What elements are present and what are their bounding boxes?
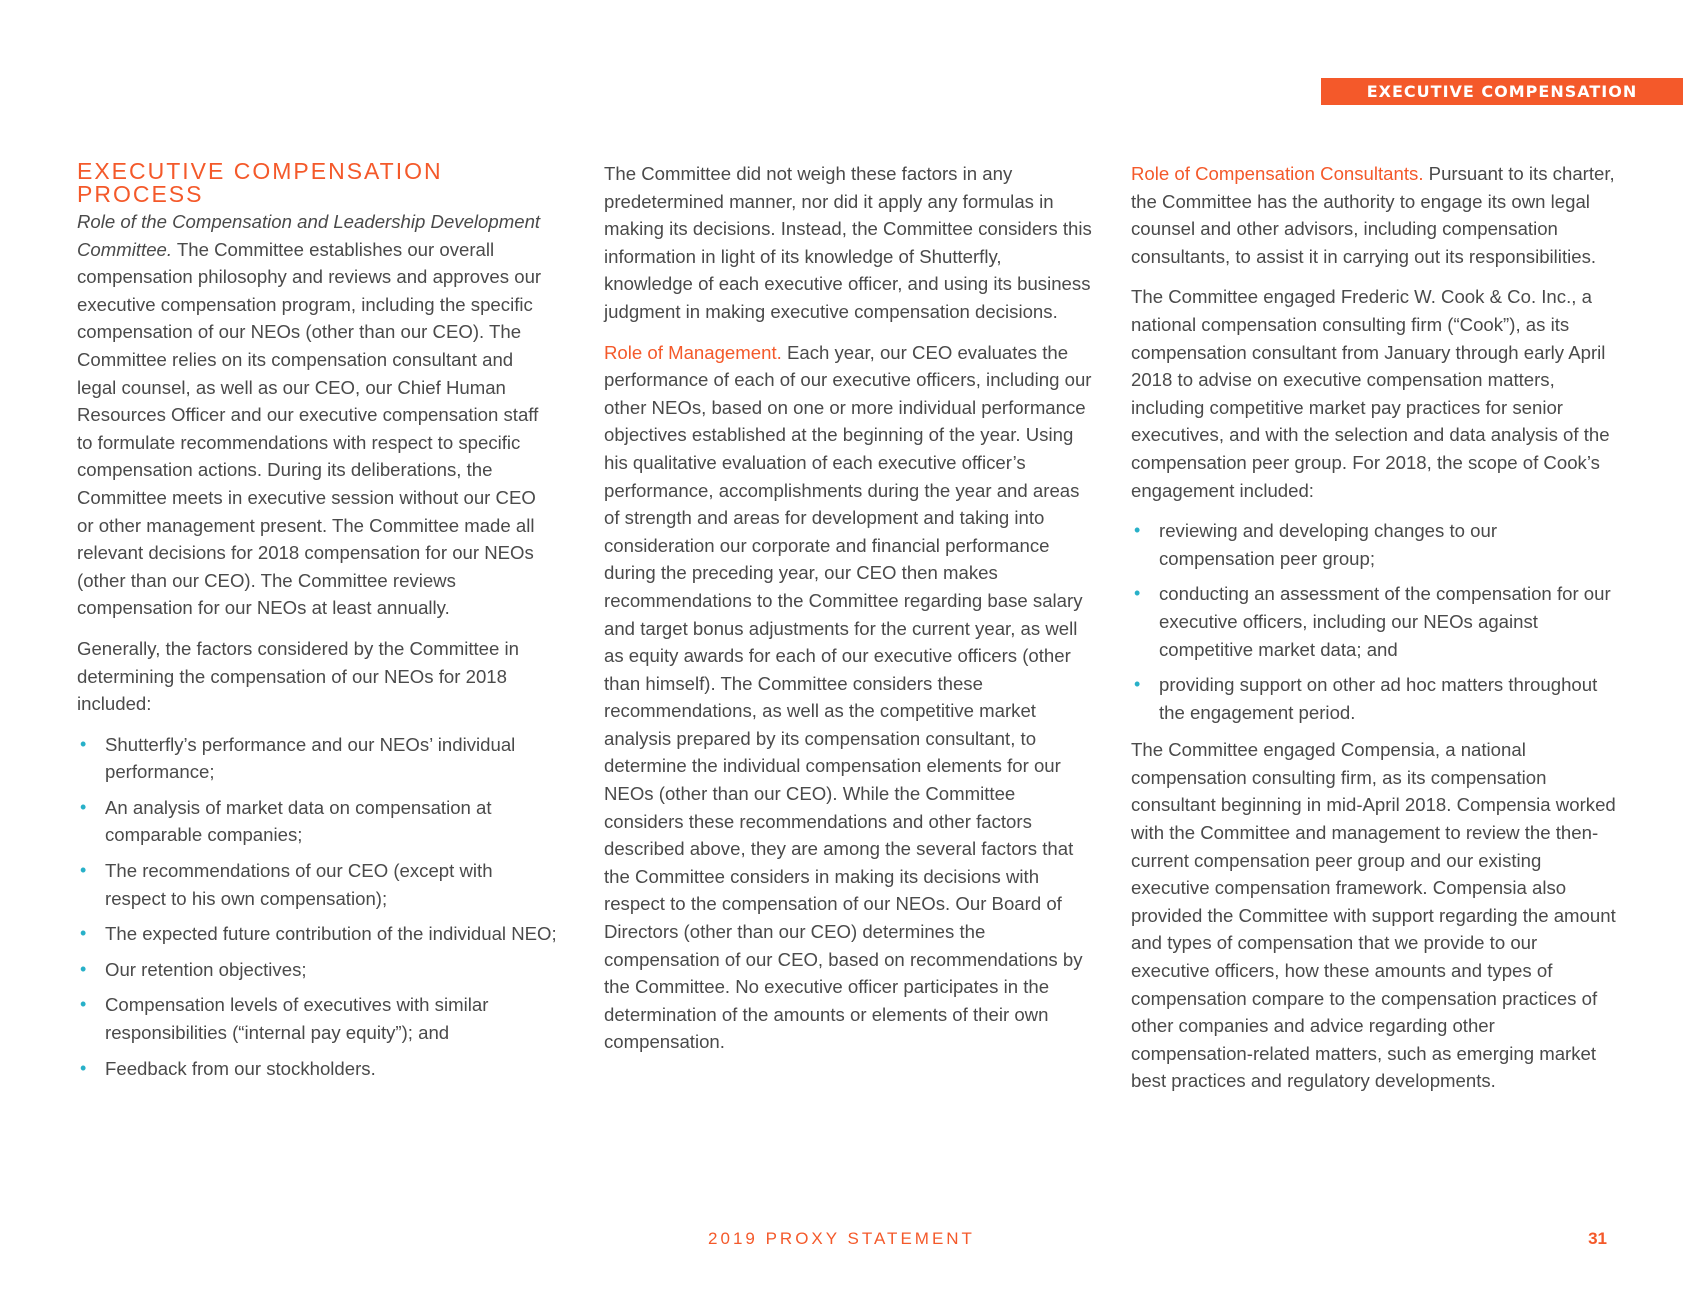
- paragraph-committee-role: [77, 208, 557, 622]
- bullet-icon: •: [80, 923, 87, 944]
- list-item: • The expected future contribution of the individual NEO;: [77, 920, 557, 948]
- bullet-icon: •: [1134, 520, 1141, 541]
- list-item: • Our retention objectives;: [77, 956, 557, 984]
- list-item: • conducting an assessment of the compensation for our executive officers, including our NEOs against competitive market data; and: [1131, 580, 1616, 663]
- bullet-icon: •: [80, 733, 87, 754]
- paragraph-lead: Role of the Compensation and Leadership Development Committee.: [77, 211, 541, 260]
- paragraph-management-role: [604, 339, 1092, 1056]
- bullet-icon: •: [80, 994, 87, 1015]
- paragraph-factors-intro: Generally, the factors considered by the Committee in determining the compensation of our NEOs for 2018 included:: [77, 637, 519, 715]
- column-right: [1131, 160, 1616, 1108]
- column-middle: [604, 160, 1092, 1069]
- paragraph-body: Each year, our CEO evaluates the performance of each of our executive officers, including our other NEOs, based on one or more individual performance objectives established at the beginning of the year. Using his qualitative evaluation of each executive officer’s performance, accomplishments during the year and areas of strength and areas for development and taking into consideration our corporate and financial performance during the preceding year, our CEO then makes recommendations to the Committee regarding base salary and target bonus adjustments for the current year, as well as equity awards for each of our executive officers (other than himself). The Committee considers these recommendations, as well as the competitive market analysis prepared by its compensation consultant, to determine the individual compensation elements for our NEOs (other than our CEO). While the Committee considers these recommendations and other factors described above, they are among the several factors that the Committee considers in making its decisions with respect to the compensation of our NEOs. Our Board of Directors (other than our CEO) determines the compensation of our CEO, based on recommendations by the Committee. No executive officer participates in the determination of the amounts or elements of their own compensation.: [604, 341, 1092, 1053]
- paragraph-consultants-role: [1131, 160, 1616, 270]
- column-left: [77, 160, 557, 1092]
- paragraph-cook-engagement: The Committee engaged Frederic W. Cook & Co. Inc., a national compensation consulting firm (“Cook”), as its compensation consultant from January through early April 2018 to advise on executive compensation matters, including competitive market pay practices for senior executives, and with the selection and data analysis of the compensation peer group. For 2018, the scope of Cook’s engagement included:: [1131, 286, 1610, 501]
- paragraph-factors-weighting: The Committee did not weigh these factors in any predetermined manner, nor did it apply any formulas in making its decisions. Instead, the Committee considers this information in light of its knowledge of Shutterfly, knowledge of each executive officer, and using its business judgment in making executive compensation decisions.: [604, 163, 1092, 322]
- list-item: • Shutterfly’s performance and our NEOs’ individual performance;: [77, 731, 557, 786]
- paragraph-lead: Role of Compensation Consultants.: [1131, 163, 1424, 184]
- section-header-tab: EXECUTIVE COMPENSATION: [1321, 78, 1683, 105]
- list-item: • The recommendations of our CEO (except with respect to his own compensation);: [77, 857, 557, 912]
- list-item: • Feedback from our stockholders.: [77, 1055, 557, 1083]
- factors-list: [77, 731, 557, 1083]
- footer-document-title: 2019 PROXY STATEMENT: [708, 1229, 975, 1248]
- paragraph-lead: Role of Management.: [604, 341, 782, 363]
- bullet-icon: •: [1134, 583, 1141, 604]
- bullet-icon: •: [80, 860, 87, 881]
- list-item: • An analysis of market data on compensation at comparable companies;: [77, 794, 557, 849]
- engagement-list: [1131, 517, 1616, 726]
- page-number: 31: [1588, 1229, 1607, 1248]
- list-item: • reviewing and developing changes to our compensation peer group;: [1131, 517, 1616, 572]
- bullet-icon: •: [1134, 674, 1141, 695]
- paragraph-body: Pursuant to its charter, the Committee has the authority to engage its own legal counsel and other advisors, including compensation consultants, to assist it in carrying out its responsibilities.: [1131, 163, 1615, 267]
- list-item: • providing support on other ad hoc matters throughout the engagement period.: [1131, 671, 1616, 726]
- list-item: • Compensation levels of executives with similar responsibilities (“internal pay equity”); and: [77, 991, 557, 1046]
- bullet-icon: •: [80, 796, 87, 817]
- paragraph-compensia-engagement: The Committee engaged Compensia, a national compensation consulting firm, as its compensation consultant beginning in mid-April 2018. Compensia worked with the Committee and management to review the then-current compensation peer group and our existing executive compensation framework. Compensia also provided the Committee with support regarding the amount and types of compensation that we provide to our executive officers, how these amounts and types of compensation compare to the compensation practices of other companies and advice regarding other compensation-related matters, such as emerging market best practices and regulatory developments.: [1131, 739, 1616, 1092]
- paragraph-body: The Committee establishes our overall compensation philosophy and reviews and approves our executive compensation program, including the specific compensation of our NEOs (other than our CEO). The Committee relies on its compensation consultant and legal counsel, as well as our CEO, our Chief Human Resources Officer and our executive compensation staff to formulate recommendations with respect to specific compensation actions. During its deliberations, the Committee meets in executive session without our CEO or other management present. The Committee made all relevant decisions for 2018 compensation for our NEOs (other than our CEO). The Committee reviews compensation for our NEOs at least annually.: [77, 238, 542, 619]
- bullet-icon: •: [80, 958, 87, 979]
- section-title: EXECUTIVE COMPENSATION PROCESS: [77, 158, 443, 207]
- bullet-icon: •: [80, 1057, 87, 1078]
